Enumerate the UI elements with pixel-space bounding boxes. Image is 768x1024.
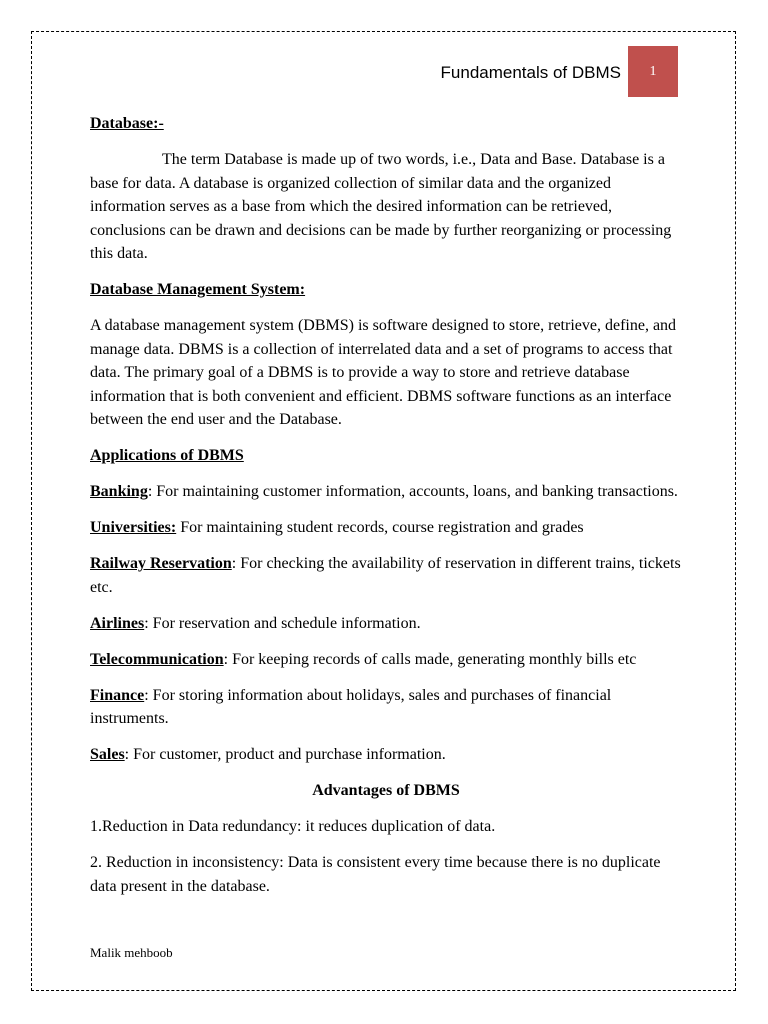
application-separator: :	[124, 746, 134, 763]
applications-heading: Applications of DBMS	[90, 447, 244, 464]
application-term: Universities:	[90, 519, 177, 536]
application-term: Telecommunication	[90, 650, 224, 668]
application-term: Airlines	[90, 614, 145, 632]
advantage-item-2: 2. Reduction in inconsistency: Data is consistent every time because there is no duplicate data present in the database.	[90, 854, 661, 895]
application-term: Railway Reservation	[90, 555, 232, 572]
application-item-universities	[90, 516, 682, 540]
application-text: For maintaining student records, course registration and grades	[180, 519, 584, 536]
application-item-airlines	[90, 612, 682, 636]
application-text: For reservation and schedule information.	[152, 614, 421, 632]
application-separator: :	[144, 614, 153, 632]
application-text: For storing information about holidays, sales and purchases of financial instruments.	[90, 686, 612, 727]
advantages-heading: Advantages of DBMS	[312, 782, 460, 799]
page-number: 1	[649, 63, 657, 79]
application-term: Sales	[90, 746, 125, 763]
advantage-item-1: 1.Reduction in Data redundancy: it reduces duplication of data.	[90, 818, 496, 835]
document-body	[90, 112, 682, 911]
dbms-heading: Database Management System:	[90, 281, 306, 298]
application-item-finance	[90, 684, 682, 731]
application-item-banking	[90, 480, 682, 504]
application-item-sales	[90, 743, 682, 767]
application-term: Banking	[90, 483, 148, 500]
page-number-badge	[628, 46, 678, 97]
dbms-paragraph: A database management system (DBMS) is software designed to store, retrieve, define, and manage data. DBMS is a collection of interrelated data and a set of programs to access that data. The primary goal of a DBMS is to provide a way to store and retrieve database information that is both convenient and efficient. DBMS software functions as an interface between the end user and the Database.	[90, 317, 677, 428]
application-separator: :	[144, 686, 153, 704]
application-text: For customer, product and purchase information.	[133, 746, 446, 763]
application-separator: :	[231, 555, 241, 572]
application-item-railway	[90, 552, 682, 599]
database-heading: Database:-	[90, 115, 164, 132]
application-text: For keeping records of calls made, generating monthly bills etc	[232, 650, 637, 668]
application-separator: :	[147, 483, 157, 500]
header-title: Fundamentals of DBMS	[440, 63, 621, 82]
database-paragraph: The term Database is made up of two words, i.e., Data and Base. Database is a base for data. A database is organized collection of similar data and the organized information serves as a base from which the desired information can be retrieved, conclusions can be drawn and decisions can be made by further reorganizing or processing this data.	[90, 151, 672, 262]
application-item-telecommunication	[90, 648, 682, 672]
application-term: Finance	[90, 686, 145, 704]
footer-author: Malik mehboob	[90, 945, 173, 960]
application-separator: :	[223, 650, 233, 668]
application-text: For maintaining customer information, accounts, loans, and banking transactions.	[156, 483, 678, 500]
application-text: For checking the availability of reservation in different trains, tickets etc.	[90, 555, 681, 596]
